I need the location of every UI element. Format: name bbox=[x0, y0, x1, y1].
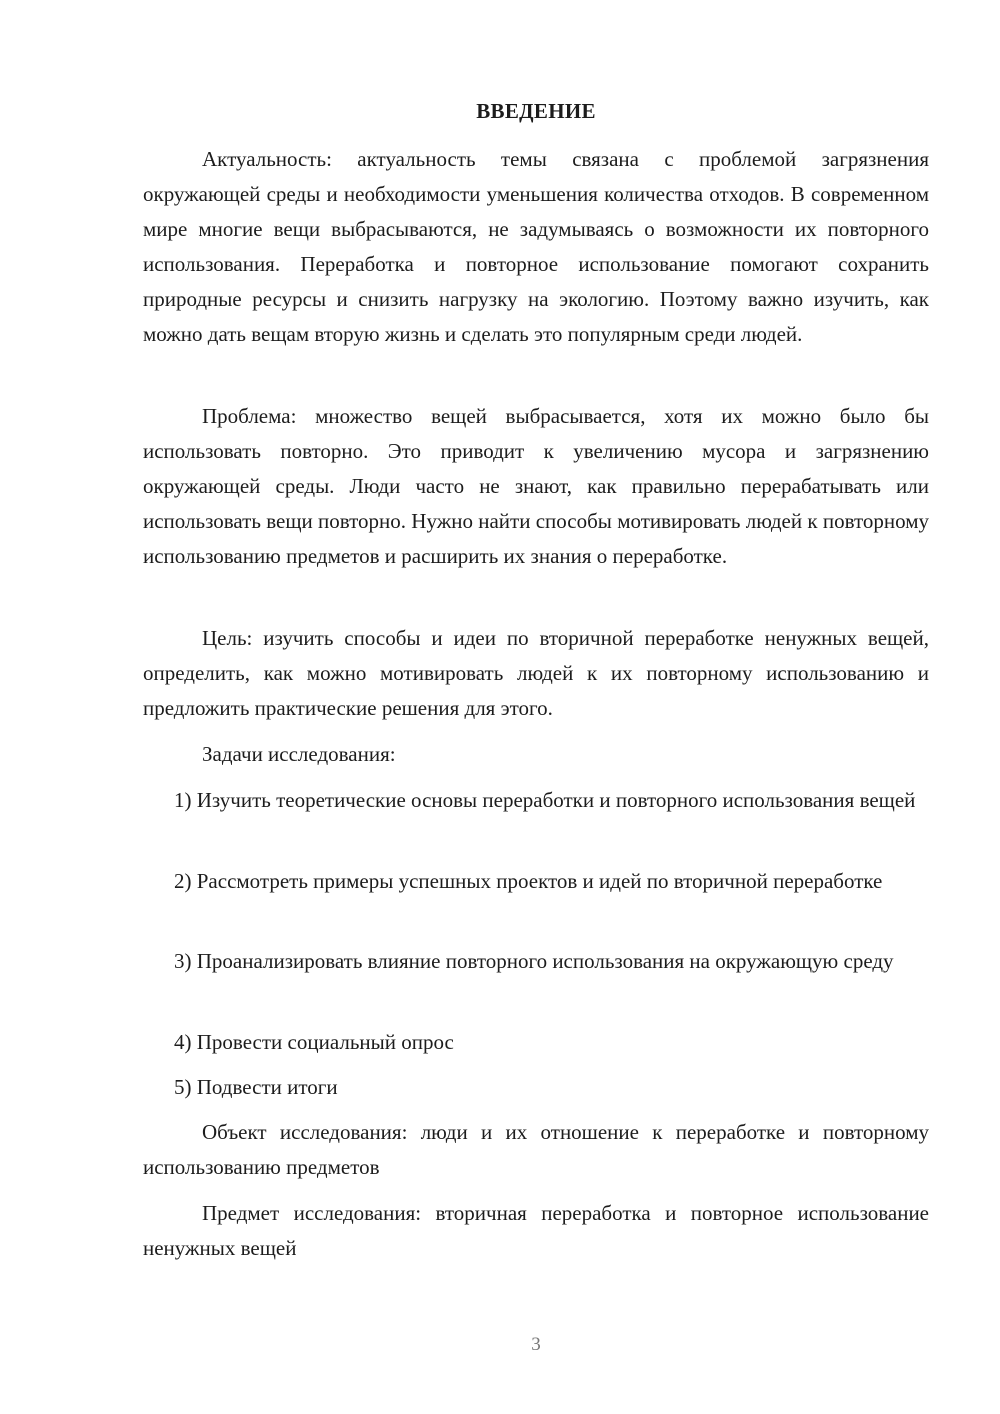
paragraph-problem: Проблема: множество вещей выбрасывается, хотя их можно было бы использовать повторно. Это приводит к увеличению мусора и загрязнению окружающей среды. Люди часто не знают, как правильно перерабатывать или использовать вещи повторно. Нужно найти способы мотивировать людей к повторному использованию предметов и расширить их знания о переработке. bbox=[143, 404, 929, 568]
list-item-task-5: 5) Подвести итоги bbox=[174, 1075, 338, 1099]
paragraph-tasks-heading: Задачи исследования: bbox=[202, 742, 396, 766]
list-item-task-3: 3) Проанализировать влияние повторного использования на окружающую среду bbox=[174, 949, 894, 973]
paragraph-goal: Цель: изучить способы и идеи по вторичной переработке ненужных вещей, определить, как можно мотивировать людей к их повторному использованию и предложить практические решения для этого. bbox=[143, 626, 929, 720]
paragraph-relevance: Актуальность: актуальность темы связана с проблемой загрязнения окружающей среды и необходимости уменьшения количества отходов. В современном мире многие вещи выбрасываются, не задумываясь о возможности их повторного использования. Переработка и повторное использование помогают сохранить природные ресурсы и снизить нагрузку на экологию. Поэтому важно изучить, как можно дать вещам вторую жизнь и сделать это популярным среди людей. bbox=[143, 147, 929, 346]
list-item-task-4: 4) Провести социальный опрос bbox=[174, 1030, 454, 1054]
page-number: 3 bbox=[531, 1334, 541, 1355]
list-item-task-1: 1) Изучить теоретические основы переработки и повторного использования вещей bbox=[174, 788, 916, 812]
page-title: ВВЕДЕНИЕ bbox=[476, 99, 596, 123]
paragraph-subject: Предмет исследования: вторичная переработка и повторное использование ненужных вещей bbox=[143, 1201, 929, 1260]
paragraph-object: Объект исследования: люди и их отношение к переработке и повторному использованию предметов bbox=[143, 1120, 929, 1179]
list-item-task-2: 2) Рассмотреть примеры успешных проектов и идей по вторичной переработке bbox=[174, 869, 883, 893]
